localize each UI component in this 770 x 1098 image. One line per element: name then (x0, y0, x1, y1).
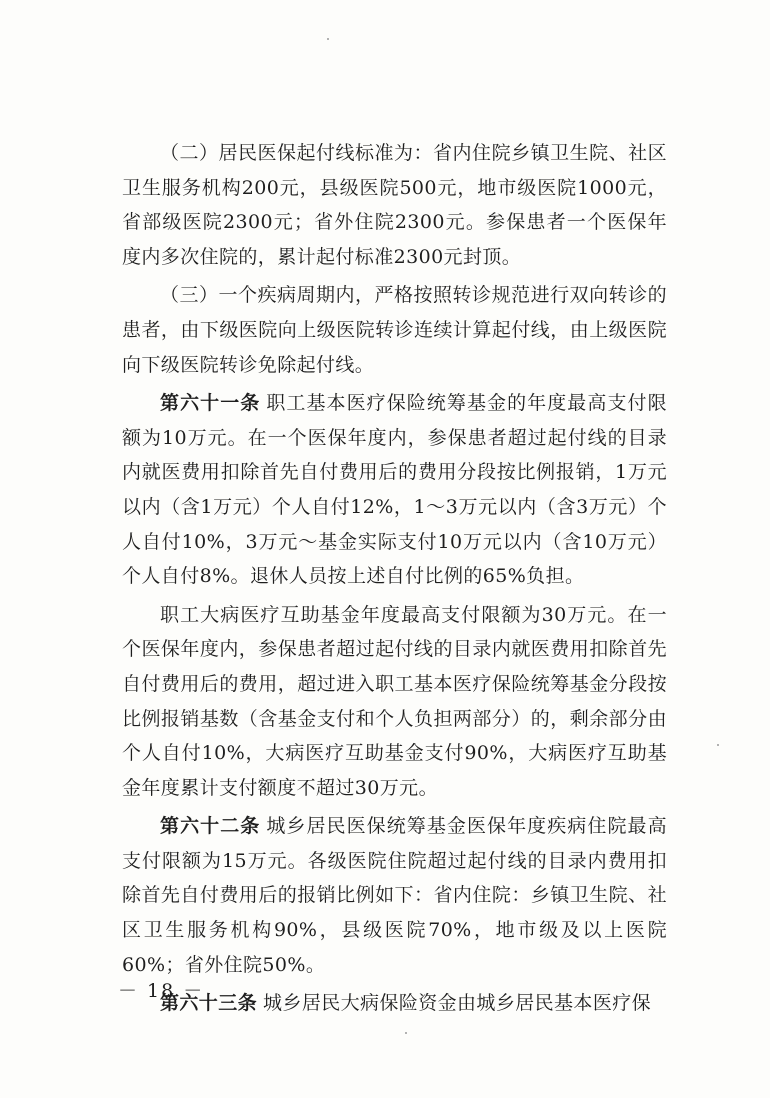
scan-speck (327, 38, 329, 40)
paragraph-text: 城乡居民医保统筹基金医保年度疾病住院最高支付限额为15万元。各级医院住院超过起付线的目录内费用扣除首先自付费用后的报销比例如下：省内住院：乡镇卫生院、社区卫生服务机构90%，县级医院70%，地市级及以上医院60%；省外住院50%。 (122, 815, 667, 976)
article-heading: 第六十一条 (160, 392, 261, 415)
article-paragraph (122, 386, 667, 594)
paragraph (122, 598, 667, 806)
paragraph (122, 136, 667, 274)
paragraph-text: 职工基本医疗保险统筹基金的年度最高支付限额为10万元。在一个医保年度内，参保患者超过起付线的目录内就医费用扣除首先自付费用后的费用分段按比例报销，1万元以内（含1万元）个人自付12%，1～3万元以内（含3万元）个人自付10%，3万元～基金实际支付10万元以内（含10万元）个人自付8%。退休人员按上述自付比例的65%负担。 (122, 392, 667, 588)
paragraph-text: 城乡居民大病保险资金由城乡居民基本医疗保 (263, 992, 652, 1015)
scan-speck (717, 744, 719, 746)
document-body (122, 136, 667, 1021)
page-number: － 18 － (118, 980, 205, 1002)
article-paragraph (122, 809, 667, 982)
scan-speck (405, 1032, 407, 1034)
paragraph-text: （三）一个疾病周期内，严格按照转诊规范进行双向转诊的患者，由下级医院向上级医院转诊连续计算起付线，由上级医院向下级医院转诊免除起付线。 (122, 284, 667, 376)
article-heading: 第六十二条 (160, 815, 261, 838)
paragraph-text: （二）居民医保起付线标准为：省内住院乡镇卫生院、社区卫生服务机构200元，县级医院500元，地市级医院1000元，省部级医院2300元；省外住院2300元。参保患者一个医保年度内多次住院的，累计起付标准2300元封顶。 (122, 142, 667, 268)
article-heading: 第六十三条 (160, 992, 258, 1015)
paragraph (122, 278, 667, 382)
paragraph-text: 职工大病医疗互助基金年度最高支付限额为30万元。在一个医保年度内，参保患者超过起付线的目录内就医费用扣除首先自付费用后的费用，超过进入职工基本医疗保险统筹基金分段按比例报销基数（含基金支付和个人负担两部分）的，剩余部分由个人自付10%，大病医疗互助基金支付90%，大病医疗互助基金年度累计支付额度不超过30万元。 (122, 603, 667, 799)
